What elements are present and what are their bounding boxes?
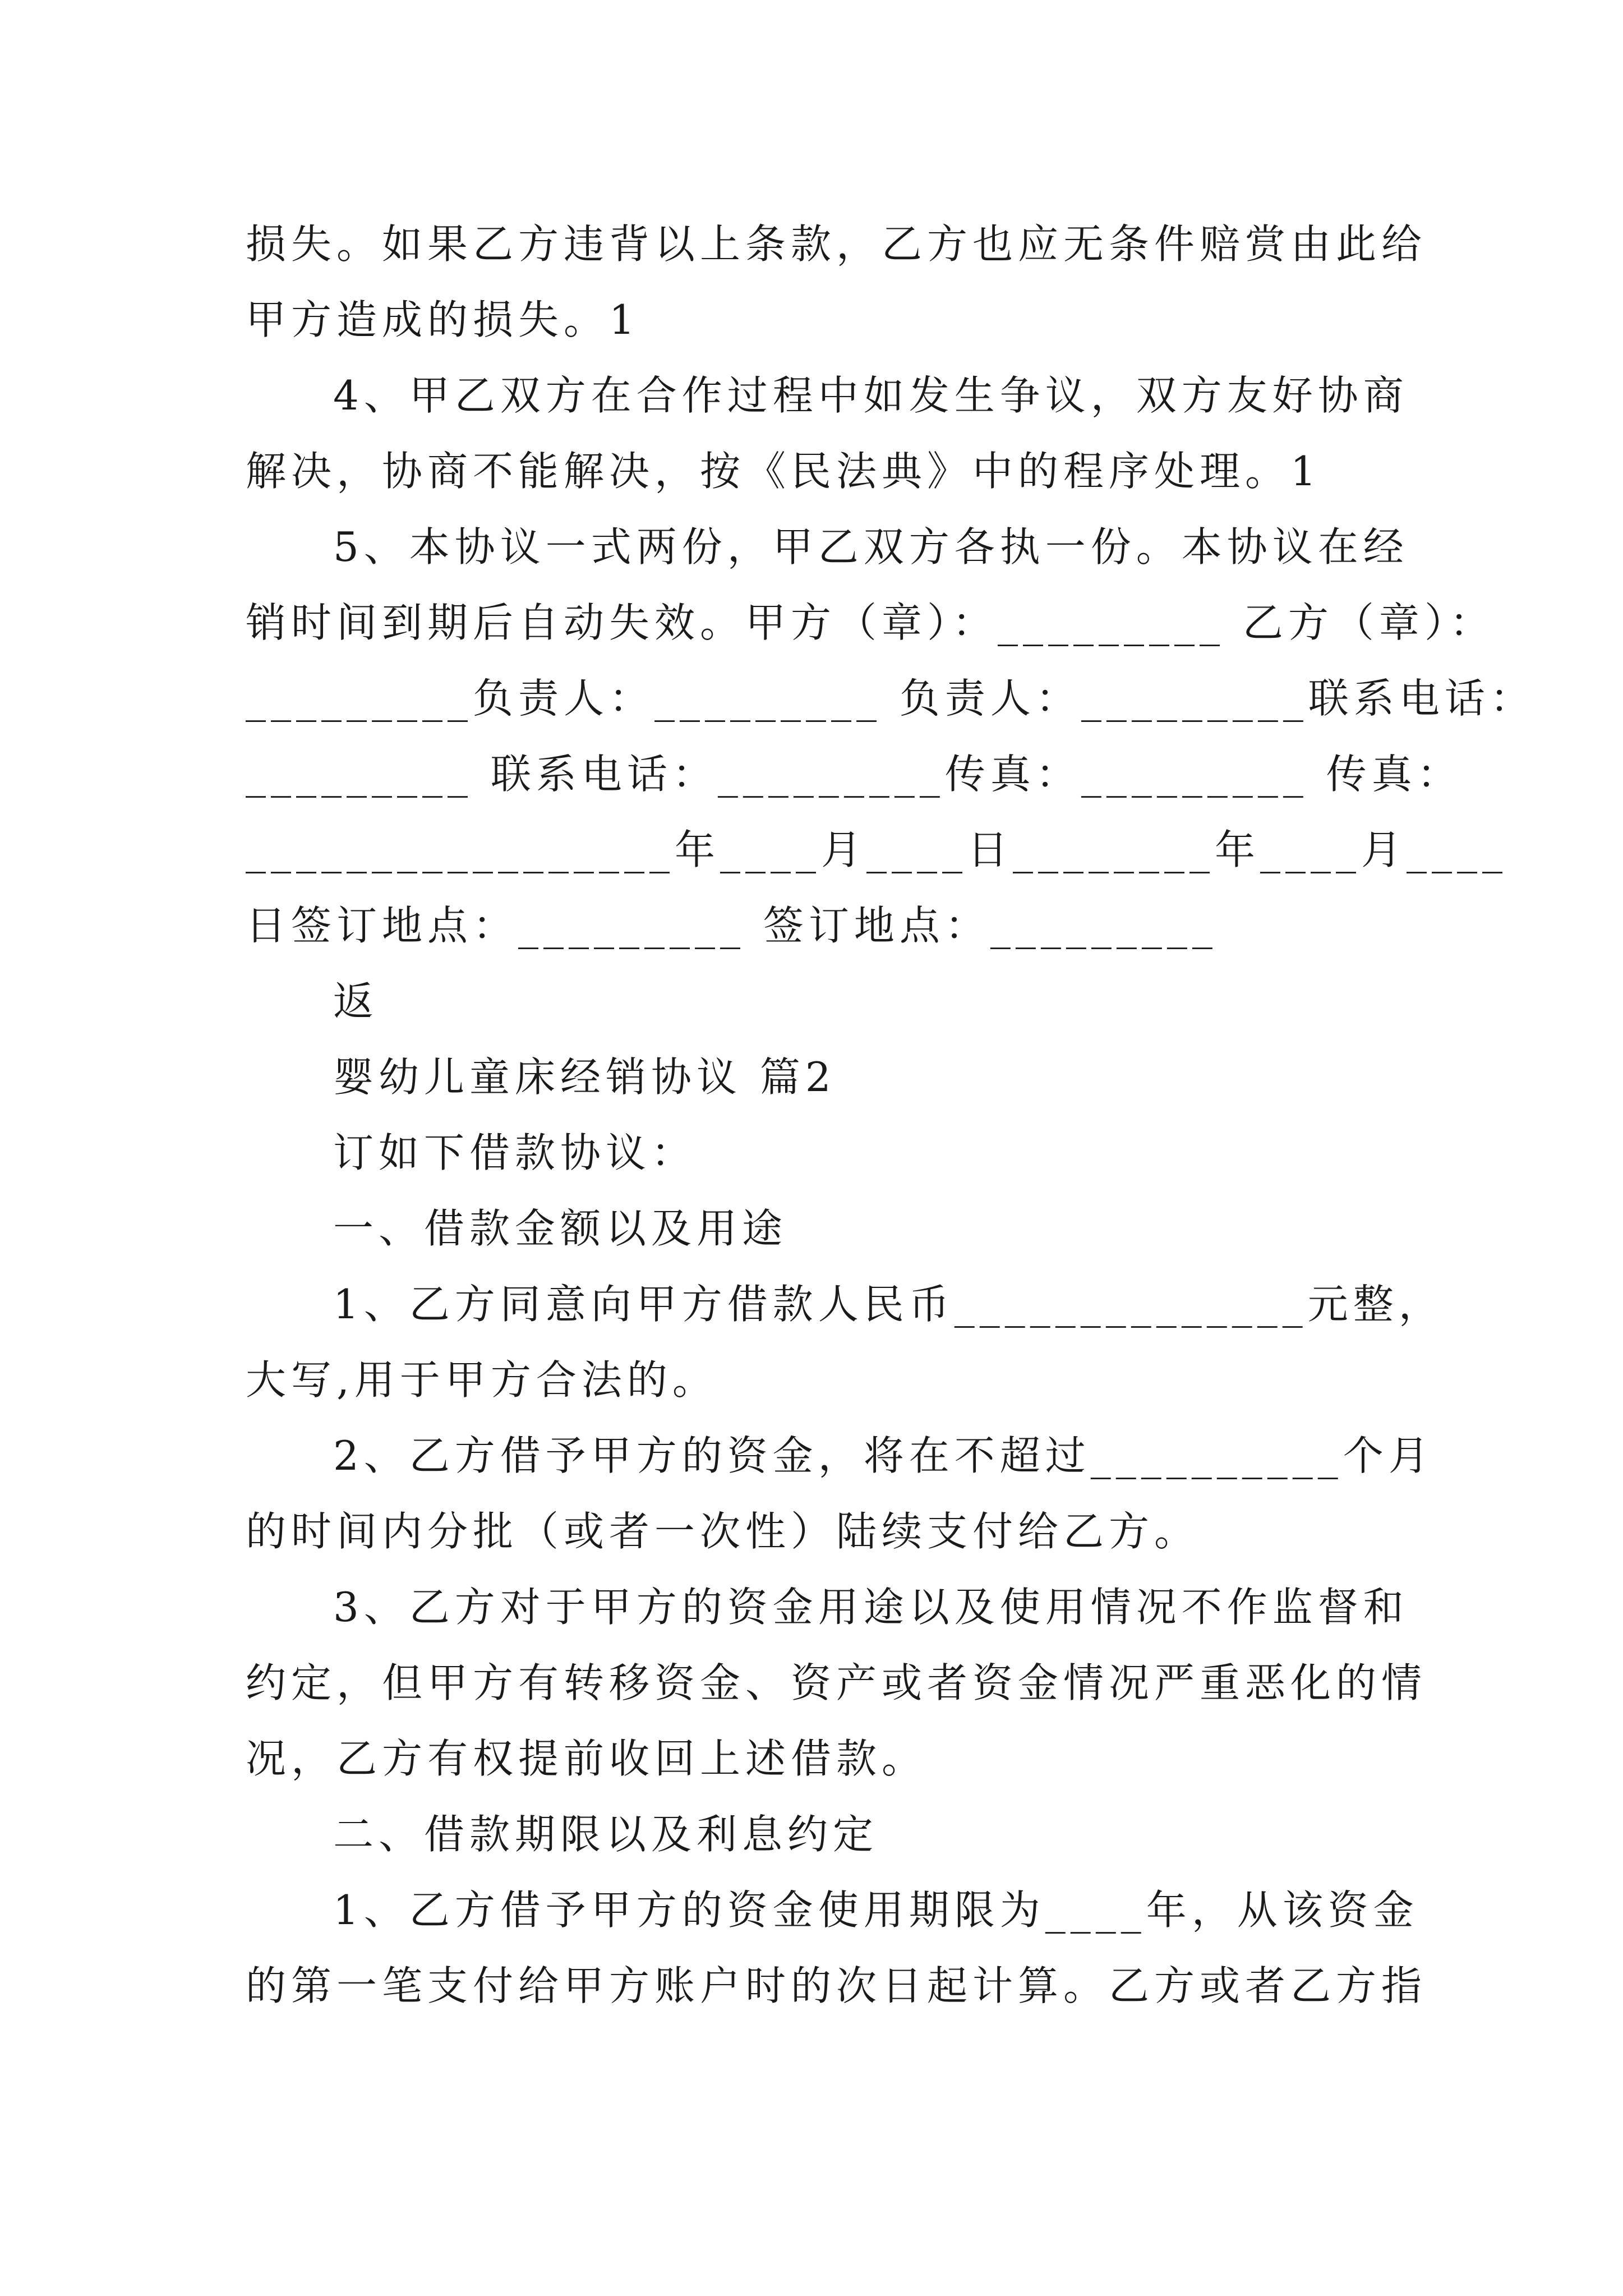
- text-line: 况，乙方有权提前收回上述借款。: [246, 1735, 928, 1782]
- section-heading: 二、借款期限以及利息约定: [333, 1811, 879, 1858]
- text-line: 销时间到期后自动失效。甲方（章）：_________ 乙方（章）：: [246, 599, 1495, 646]
- text-line: 的第一笔支付给甲方账户时的次日起计算。乙方或者乙方指: [246, 1962, 1427, 2009]
- text-line: 订如下借款协议：: [333, 1129, 697, 1176]
- text-line: 1、乙方同意向甲方借款人民币______________元整，: [333, 1281, 1444, 1328]
- text-line: 日签订地点：_________ 签订地点：_________: [246, 902, 1218, 949]
- text-line: 2、乙方借予甲方的资金，将在不超过__________个月: [333, 1432, 1434, 1479]
- text-line: _________负责人：_________ 负责人：_________联系电话：: [246, 675, 1536, 722]
- text-line: 4、甲乙双方在合作过程中如发生争议，双方友好协商: [333, 372, 1409, 419]
- text-line: 3、乙方对于甲方的资金用途以及使用情况不作监督和: [333, 1584, 1409, 1631]
- section-heading: 一、借款金额以及用途: [333, 1205, 788, 1252]
- section-heading: 婴幼儿童床经销协议 篇2: [333, 1053, 836, 1101]
- text-line: 约定，但甲方有转移资金、资产或者资金情况严重恶化的情: [246, 1659, 1427, 1706]
- text-line: 的时间内分批（或者一次性）陆续支付给乙方。: [246, 1508, 1200, 1555]
- text-line: _________ 联系电话：_________传真：_________ 传真：: [246, 751, 1463, 798]
- text-line: 返: [333, 978, 379, 1025]
- text-line: 大写,用于甲方合法的。: [246, 1356, 718, 1404]
- text-line: 解决，协商不能解决，按《民法典》中的程序处理。1: [246, 448, 1321, 495]
- text-line: 损失。如果乙方违背以上条款，乙方也应无条件赔赏由此给: [246, 220, 1427, 268]
- text-line: _________________年____月____日________年____月____: [246, 826, 1507, 873]
- text-line: 5、本协议一式两份，甲乙双方各执一份。本协议在经: [333, 523, 1409, 570]
- text-line: 甲方造成的损失。1: [246, 296, 640, 343]
- text-line: 1、乙方借予甲方的资金使用期限为____年，从该资金: [333, 1887, 1419, 1934]
